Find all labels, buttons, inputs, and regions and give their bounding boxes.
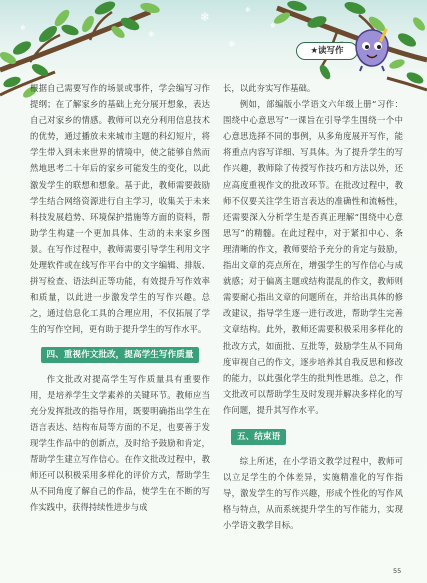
left-text-column [30,80,210,515]
section-badge [296,42,358,60]
section-heading: 五、结束语 [231,429,286,445]
body-paragraph: 例如，部编版小学语文六年级上册“习作：围绕中心意思写”一课旨在引导学生围绕一个中心意思选择不同的事例，从多角度展开写作，能将重点内容写详细、写具体。为了提升学生的写作兴趣，教师除了传授写作技巧和方法以外，还应高度重视作文的批改环节。在批改过程中，教师不仅要关注学生语言表达的准确性和流畅性，还需要深入分析学生是否真正理解“围绕中心意思写”的精髓。在此过程中，对于紧扣中心、条理清晰的作文，教师要给予充分的肯定与鼓励，指出文章的亮点所在，增强学生的写作信心与成就感；对于偏离主题或结构混乱的作文，教师则需要耐心指出文章的问题所在，并给出具体的修改建议，指导学生逐一进行改进，帮助学生完善文章结构。此外，教师还需要积极采用多样化的批改方式，如面批、互批等，鼓励学生从不同角度审视自己的作文，逐步培养其自我反思和修改的能力，以此强化学生的批判性思维。总之，作文批改可以帮助学生及时发现并解决多样化的写作问题，提升其写作水平。 [223,99,403,415]
body-paragraph: 综上所述，在小学语文教学过程中，教师可以立足学生的个体差异，实施精准化的写作指导，激发学生的写作兴趣，形成个性化的写作风格与特点，从而系统提升学生的写作能力，实现小学语文教学目标。 [223,455,403,531]
cartoon-mascot-icon [352,26,392,72]
right-text-column [223,80,403,533]
section-heading-wrap [30,346,210,363]
snowflake-icon: ❄ [270,22,276,30]
body-paragraph: 长，以此夯实写作基础。 [223,83,316,93]
body-paragraph: 根据自己需要写作的场景或事件，学会编写习作提纲；在了解家乡的基础上充分展开想象，表达自己对家乡的情感。教师可以充分利用信息技术的优势，通过播放未来城市主题的科幻短片，将学生带入到未来世界的情境中，使之能够自然而然地思考二十年后的家乡可能发生的变化，以此激发学生的联想和想象。基于此，教师需要鼓励学生结合网络资源进行自主学习，收集关于未来科技发展趋势、环境保护措施等方面的资料，帮助学生构建一个更加具体、生动的未来家乡图景。在写作过程中，教师需要引导学生利用文字处理软件或在线写作平台中的文字编辑、排版、拼写检查、语法纠正等功能，有效提升写作效率和质量，以此进一步激发学生的写作兴趣。总之，通过信息化工具的合理应用，不仅拓展了学生的写作空间，更有助于提升学生的写作水平。 [30,83,210,335]
section-heading: 四、重视作文批改，提高学生写作质量 [41,347,200,363]
page-number: 55 [393,567,402,575]
snowflake-icon: ❄ [228,40,236,50]
snowflake-icon: ❄ [148,30,155,39]
snowflake-icon: ❄ [20,24,26,32]
section-heading-wrap [231,428,403,445]
snowflake-icon: ❄ [245,6,251,14]
snowflake-icon: ❄ [200,10,211,24]
section-badge-label: ★读写作 [310,46,344,56]
body-paragraph: 作文批改对提高学生写作质量具有重要作用，是培养学生文学素养的关键环节。教师应当充分发挥批改的指导作用，既要明确指出学生在语言表达、结构布局等方面的不足，也要善于发现学生作品中的创新点，及时给予鼓励和肯定，帮助学生建立写作信心。在作文批改过程中，教师还可以积极采用多样化的评价方式，帮助学生从不同角度了解自己的作品，使学生在不断的写作实践中，获得持续性进步与成 [30,373,210,513]
